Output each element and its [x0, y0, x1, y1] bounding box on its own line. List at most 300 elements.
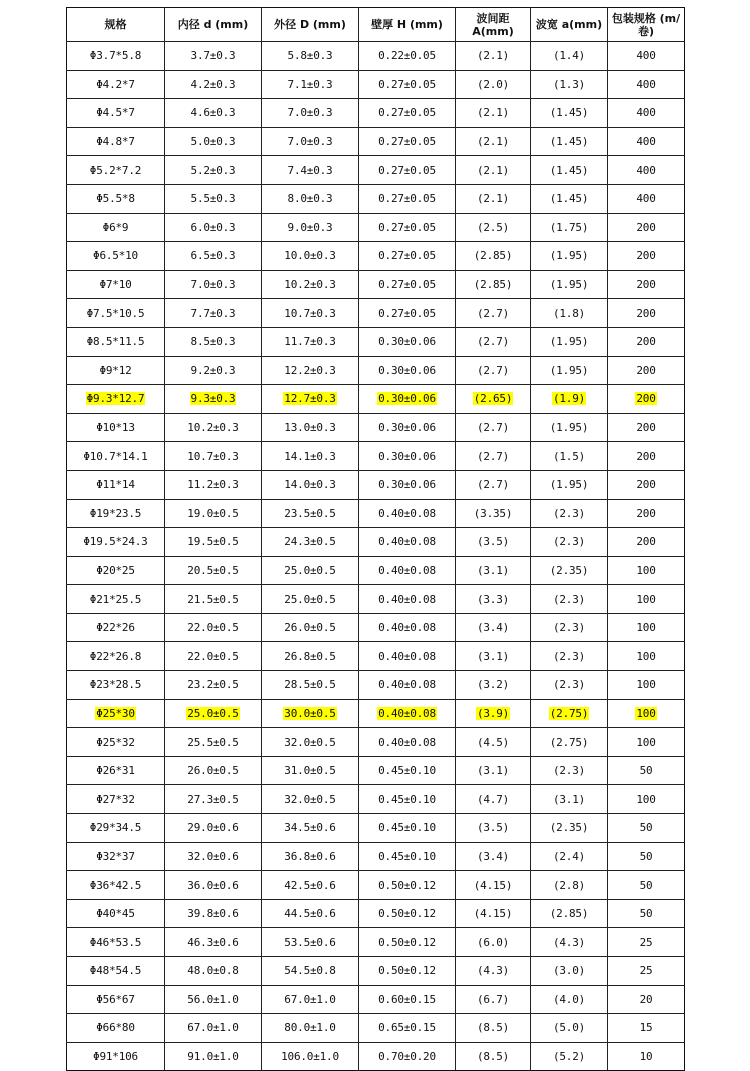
- cell-spec: [67, 985, 165, 1014]
- cell-inner-diameter-text: 32.0±0.6: [187, 849, 239, 863]
- cell-packaging-text: 200: [636, 306, 656, 320]
- cell-wave-width: [531, 642, 608, 671]
- cell-wave-pitch-text: (3.5): [476, 821, 510, 835]
- cell-wall-thickness: [359, 671, 456, 700]
- cell-wave-pitch: [456, 70, 531, 99]
- cell-wave-pitch: [456, 957, 531, 986]
- cell-packaging: [608, 842, 685, 871]
- cell-wave-pitch: [456, 785, 531, 814]
- cell-spec-text: Φ19*23.5: [89, 506, 142, 520]
- table-row: [67, 899, 685, 928]
- cell-spec-text: Φ25*32: [96, 735, 135, 749]
- cell-packaging: [608, 184, 685, 213]
- cell-inner-diameter: [165, 756, 262, 785]
- cell-spec-text: Φ4.2*7: [96, 77, 135, 91]
- cell-inner-diameter: [165, 814, 262, 843]
- cell-spec-text: Φ22*26.8: [89, 649, 142, 663]
- cell-packaging: [608, 985, 685, 1014]
- cell-wave-pitch: [456, 556, 531, 585]
- cell-inner-diameter: [165, 556, 262, 585]
- cell-spec: [67, 385, 165, 414]
- cell-wave-pitch-text: (2.0): [476, 77, 510, 91]
- cell-packaging: [608, 42, 685, 71]
- cell-spec-text: Φ6.5*10: [93, 249, 138, 263]
- table-row: [67, 356, 685, 385]
- cell-inner-diameter-text: 39.8±0.6: [187, 907, 239, 921]
- header-outer-diameter: 外径 D (mm): [262, 8, 359, 42]
- cell-spec-text: Φ66*80: [96, 1021, 135, 1035]
- cell-spec-text: Φ48*54.5: [89, 964, 142, 978]
- cell-wave-pitch: [456, 127, 531, 156]
- cell-wave-pitch: [456, 156, 531, 185]
- cell-outer-diameter-text: 7.4±0.3: [287, 163, 333, 177]
- cell-outer-diameter-text: 10.0±0.3: [284, 249, 336, 263]
- cell-inner-diameter-text: 7.7±0.3: [190, 306, 236, 320]
- header-wall-thickness: 壁厚 H (mm): [359, 8, 456, 42]
- cell-outer-diameter-text: 36.8±0.6: [284, 849, 336, 863]
- cell-wave-pitch-text: (3.1): [476, 563, 510, 577]
- cell-packaging-text: 200: [636, 506, 656, 520]
- cell-wave-width-text: (4.0): [552, 992, 586, 1006]
- cell-wave-width-text: (1.9): [552, 392, 586, 406]
- cell-outer-diameter: [262, 213, 359, 242]
- cell-wave-pitch: [456, 871, 531, 900]
- cell-packaging: [608, 270, 685, 299]
- cell-inner-diameter-text: 27.3±0.5: [187, 792, 239, 806]
- cell-packaging-text: 200: [636, 449, 656, 463]
- cell-packaging-text: 100: [636, 735, 656, 749]
- cell-wall-thickness: [359, 756, 456, 785]
- table-row: [67, 442, 685, 471]
- cell-wave-pitch-text: (3.5): [476, 535, 510, 549]
- cell-spec: [67, 785, 165, 814]
- cell-wave-width: [531, 156, 608, 185]
- cell-wave-width: [531, 470, 608, 499]
- cell-spec: [67, 127, 165, 156]
- cell-outer-diameter: [262, 613, 359, 642]
- cell-wave-pitch: [456, 442, 531, 471]
- cell-outer-diameter: [262, 785, 359, 814]
- cell-wave-pitch-text: (2.1): [476, 49, 510, 63]
- spec-table: [66, 7, 685, 1071]
- cell-wave-width-text: (1.95): [549, 478, 589, 492]
- cell-spec-text: Φ26*31: [96, 764, 135, 778]
- cell-outer-diameter: [262, 899, 359, 928]
- cell-wave-pitch: [456, 985, 531, 1014]
- cell-wave-width-text: (2.3): [552, 649, 586, 663]
- cell-wave-pitch: [456, 1042, 531, 1071]
- table-row: [67, 70, 685, 99]
- table-row: [67, 556, 685, 585]
- cell-spec: [67, 699, 165, 728]
- cell-outer-diameter: [262, 299, 359, 328]
- cell-packaging-text: 400: [636, 135, 656, 149]
- cell-wave-width: [531, 528, 608, 557]
- cell-spec-text: Φ5.2*7.2: [89, 163, 142, 177]
- cell-packaging: [608, 499, 685, 528]
- cell-wall-thickness: [359, 499, 456, 528]
- cell-wave-width-text: (1.75): [549, 220, 589, 234]
- cell-spec: [67, 242, 165, 271]
- cell-outer-diameter: [262, 699, 359, 728]
- cell-spec: [67, 213, 165, 242]
- cell-outer-diameter-text: 44.5±0.6: [284, 907, 336, 921]
- cell-wave-width-text: (2.3): [552, 535, 586, 549]
- cell-inner-diameter: [165, 671, 262, 700]
- cell-packaging-text: 100: [636, 792, 656, 806]
- cell-wave-width: [531, 327, 608, 356]
- cell-wave-width: [531, 928, 608, 957]
- cell-inner-diameter-text: 22.0±0.5: [187, 649, 239, 663]
- cell-packaging: [608, 99, 685, 128]
- cell-packaging-text: 25: [639, 964, 653, 978]
- cell-outer-diameter: [262, 871, 359, 900]
- cell-inner-diameter-text: 5.5±0.3: [190, 192, 236, 206]
- cell-wave-width-text: (2.75): [549, 706, 589, 720]
- cell-spec-text: Φ3.7*5.8: [89, 49, 142, 63]
- cell-wave-width: [531, 985, 608, 1014]
- cell-packaging-text: 100: [636, 706, 656, 720]
- cell-wall-thickness-text: 0.45±0.10: [378, 849, 436, 863]
- cell-spec: [67, 413, 165, 442]
- cell-packaging: [608, 785, 685, 814]
- cell-spec-text: Φ6*9: [102, 220, 129, 234]
- cell-inner-diameter-text: 6.5±0.3: [190, 249, 236, 263]
- cell-packaging: [608, 1014, 685, 1043]
- cell-outer-diameter: [262, 985, 359, 1014]
- cell-outer-diameter-text: 13.0±0.3: [284, 421, 336, 435]
- cell-inner-diameter-text: 3.7±0.3: [190, 49, 236, 63]
- cell-outer-diameter-text: 7.0±0.3: [287, 135, 333, 149]
- cell-wall-thickness: [359, 270, 456, 299]
- cell-wall-thickness: [359, 184, 456, 213]
- cell-outer-diameter-text: 53.5±0.6: [284, 935, 336, 949]
- cell-inner-diameter: [165, 642, 262, 671]
- cell-outer-diameter: [262, 1014, 359, 1043]
- cell-packaging: [608, 127, 685, 156]
- cell-wave-pitch: [456, 728, 531, 757]
- cell-wall-thickness-text: 0.30±0.06: [378, 392, 436, 406]
- cell-wave-width: [531, 70, 608, 99]
- cell-outer-diameter-text: 25.0±0.5: [284, 592, 336, 606]
- cell-inner-diameter: [165, 842, 262, 871]
- cell-wave-width-text: (2.3): [552, 506, 586, 520]
- cell-wave-width: [531, 671, 608, 700]
- cell-outer-diameter-text: 11.7±0.3: [284, 335, 336, 349]
- cell-wave-width-text: (1.95): [549, 421, 589, 435]
- cell-wall-thickness-text: 0.45±0.10: [378, 764, 436, 778]
- cell-spec: [67, 756, 165, 785]
- cell-inner-diameter: [165, 299, 262, 328]
- cell-wall-thickness-text: 0.40±0.08: [378, 592, 436, 606]
- table-row: [67, 327, 685, 356]
- cell-outer-diameter: [262, 499, 359, 528]
- cell-wave-pitch-text: (6.0): [476, 935, 510, 949]
- cell-wave-pitch-text: (8.5): [476, 1050, 510, 1064]
- table-row: [67, 213, 685, 242]
- cell-wall-thickness: [359, 842, 456, 871]
- cell-inner-diameter: [165, 785, 262, 814]
- cell-outer-diameter: [262, 127, 359, 156]
- cell-inner-diameter-text: 46.3±0.6: [187, 935, 239, 949]
- cell-packaging-text: 400: [636, 77, 656, 91]
- cell-wave-pitch: [456, 928, 531, 957]
- cell-spec-text: Φ9*12: [99, 363, 132, 377]
- cell-wave-pitch-text: (3.3): [476, 592, 510, 606]
- cell-outer-diameter-text: 12.7±0.3: [284, 392, 336, 406]
- cell-wall-thickness: [359, 957, 456, 986]
- cell-wave-pitch-text: (6.7): [476, 992, 510, 1006]
- cell-spec: [67, 728, 165, 757]
- cell-wave-width: [531, 356, 608, 385]
- cell-outer-diameter-text: 31.0±0.5: [284, 764, 336, 778]
- table-row: [67, 814, 685, 843]
- cell-wave-width-text: (5.0): [552, 1021, 586, 1035]
- cell-wall-thickness: [359, 814, 456, 843]
- cell-inner-diameter: [165, 899, 262, 928]
- cell-inner-diameter-text: 21.5±0.5: [187, 592, 239, 606]
- cell-wall-thickness-text: 0.40±0.08: [378, 621, 436, 635]
- cell-wave-pitch-text: (2.7): [476, 478, 510, 492]
- cell-wave-pitch-text: (3.4): [476, 849, 510, 863]
- cell-wall-thickness: [359, 327, 456, 356]
- cell-inner-diameter-text: 4.2±0.3: [190, 77, 236, 91]
- cell-spec-text: Φ22*26: [96, 621, 135, 635]
- table-row: [67, 699, 685, 728]
- cell-inner-diameter: [165, 528, 262, 557]
- header-inner-diameter: 内径 d (mm): [165, 8, 262, 42]
- cell-inner-diameter: [165, 184, 262, 213]
- cell-outer-diameter: [262, 928, 359, 957]
- cell-inner-diameter: [165, 70, 262, 99]
- cell-spec: [67, 899, 165, 928]
- table-row: [67, 528, 685, 557]
- table-row: [67, 270, 685, 299]
- cell-wave-pitch: [456, 585, 531, 614]
- cell-spec: [67, 442, 165, 471]
- cell-spec: [67, 270, 165, 299]
- cell-wave-pitch: [456, 613, 531, 642]
- cell-outer-diameter-text: 32.0±0.5: [284, 792, 336, 806]
- table-row: [67, 756, 685, 785]
- cell-outer-diameter: [262, 528, 359, 557]
- cell-wall-thickness: [359, 42, 456, 71]
- cell-wall-thickness: [359, 585, 456, 614]
- cell-wall-thickness-text: 0.40±0.08: [378, 506, 436, 520]
- table-row: [67, 585, 685, 614]
- header-row: [67, 8, 685, 42]
- cell-outer-diameter: [262, 671, 359, 700]
- cell-inner-diameter-text: 7.0±0.3: [190, 278, 236, 292]
- cell-packaging-text: 50: [639, 907, 653, 921]
- cell-outer-diameter: [262, 356, 359, 385]
- cell-wall-thickness: [359, 356, 456, 385]
- cell-outer-diameter-text: 23.5±0.5: [284, 506, 336, 520]
- cell-spec: [67, 871, 165, 900]
- cell-wave-pitch-text: (3.4): [476, 621, 510, 635]
- header-wave-width: 波宽 a(mm): [531, 8, 608, 42]
- cell-packaging-text: 200: [636, 535, 656, 549]
- cell-wave-pitch-text: (2.7): [476, 363, 510, 377]
- cell-wall-thickness-text: 0.30±0.06: [378, 335, 436, 349]
- cell-spec-text: Φ32*37: [96, 849, 135, 863]
- cell-wave-pitch-text: (4.15): [473, 878, 513, 892]
- cell-wave-width: [531, 499, 608, 528]
- cell-packaging-text: 400: [636, 192, 656, 206]
- cell-wave-width: [531, 957, 608, 986]
- cell-inner-diameter-text: 48.0±0.8: [187, 964, 239, 978]
- cell-packaging-text: 200: [636, 335, 656, 349]
- cell-wall-thickness-text: 0.50±0.12: [378, 964, 436, 978]
- cell-outer-diameter-text: 12.2±0.3: [284, 363, 336, 377]
- cell-outer-diameter-text: 42.5±0.6: [284, 878, 336, 892]
- cell-packaging-text: 200: [636, 392, 656, 406]
- cell-packaging: [608, 556, 685, 585]
- cell-wall-thickness: [359, 1014, 456, 1043]
- cell-outer-diameter: [262, 585, 359, 614]
- cell-inner-diameter: [165, 442, 262, 471]
- cell-wall-thickness-text: 0.70±0.20: [378, 1050, 436, 1064]
- cell-wave-width-text: (1.95): [549, 249, 589, 263]
- cell-packaging: [608, 327, 685, 356]
- cell-wave-width: [531, 613, 608, 642]
- cell-wave-pitch: [456, 356, 531, 385]
- cell-wave-pitch-text: (4.5): [476, 735, 510, 749]
- cell-outer-diameter-text: 54.5±0.8: [284, 964, 336, 978]
- cell-spec-text: Φ27*32: [96, 792, 135, 806]
- cell-wave-pitch: [456, 270, 531, 299]
- cell-wall-thickness-text: 0.27±0.05: [378, 249, 436, 263]
- cell-inner-diameter-text: 23.2±0.5: [187, 678, 239, 692]
- table-row: [67, 928, 685, 957]
- cell-wave-width-text: (2.35): [549, 821, 589, 835]
- cell-wall-thickness: [359, 613, 456, 642]
- cell-inner-diameter-text: 9.3±0.3: [190, 392, 236, 406]
- cell-spec: [67, 356, 165, 385]
- cell-inner-diameter: [165, 270, 262, 299]
- table-row: [67, 184, 685, 213]
- table-row: [67, 613, 685, 642]
- cell-outer-diameter: [262, 556, 359, 585]
- cell-wall-thickness: [359, 785, 456, 814]
- cell-inner-diameter: [165, 957, 262, 986]
- table-row: [67, 385, 685, 414]
- cell-wave-pitch: [456, 299, 531, 328]
- cell-wall-thickness: [359, 470, 456, 499]
- cell-inner-diameter-text: 10.2±0.3: [187, 421, 239, 435]
- cell-packaging: [608, 756, 685, 785]
- cell-wave-width-text: (4.3): [552, 935, 586, 949]
- table-row: [67, 470, 685, 499]
- cell-spec: [67, 556, 165, 585]
- cell-wave-pitch-text: (3.1): [476, 764, 510, 778]
- cell-wave-pitch: [456, 213, 531, 242]
- cell-spec-text: Φ7*10: [99, 278, 132, 292]
- cell-wall-thickness: [359, 556, 456, 585]
- cell-inner-diameter: [165, 499, 262, 528]
- cell-wave-width: [531, 299, 608, 328]
- cell-wall-thickness-text: 0.27±0.05: [378, 135, 436, 149]
- cell-inner-diameter: [165, 213, 262, 242]
- cell-spec-text: Φ10.7*14.1: [83, 449, 148, 463]
- cell-packaging: [608, 442, 685, 471]
- cell-packaging: [608, 613, 685, 642]
- cell-packaging-text: 400: [636, 163, 656, 177]
- table-body: [67, 42, 685, 1071]
- cell-wave-pitch-text: (3.9): [476, 706, 510, 720]
- cell-spec-text: Φ23*28.5: [89, 678, 142, 692]
- cell-inner-diameter: [165, 99, 262, 128]
- cell-wave-width: [531, 699, 608, 728]
- cell-wave-width-text: (2.8): [552, 878, 586, 892]
- cell-spec: [67, 528, 165, 557]
- cell-inner-diameter: [165, 470, 262, 499]
- cell-spec-text: Φ36*42.5: [89, 878, 142, 892]
- cell-wave-width: [531, 585, 608, 614]
- cell-inner-diameter-text: 19.0±0.5: [187, 506, 239, 520]
- cell-wave-width-text: (3.0): [552, 964, 586, 978]
- cell-wave-width-text: (1.4): [552, 49, 586, 63]
- cell-inner-diameter-text: 5.2±0.3: [190, 163, 236, 177]
- table-row: [67, 1042, 685, 1071]
- cell-outer-diameter: [262, 957, 359, 986]
- cell-wall-thickness-text: 0.40±0.08: [378, 735, 436, 749]
- cell-spec: [67, 470, 165, 499]
- cell-wave-width: [531, 1042, 608, 1071]
- cell-outer-diameter: [262, 385, 359, 414]
- table-row: [67, 499, 685, 528]
- cell-wave-width-text: (1.95): [549, 278, 589, 292]
- table-row: [67, 242, 685, 271]
- cell-spec: [67, 671, 165, 700]
- cell-wall-thickness-text: 0.30±0.06: [378, 421, 436, 435]
- cell-packaging: [608, 242, 685, 271]
- cell-spec-text: Φ7.5*10.5: [86, 306, 145, 320]
- cell-packaging: [608, 528, 685, 557]
- cell-inner-diameter: [165, 585, 262, 614]
- table-row: [67, 642, 685, 671]
- cell-packaging-text: 10: [639, 1050, 653, 1064]
- header-wave-pitch: 波间距 A(mm): [456, 8, 531, 42]
- cell-inner-diameter-text: 6.0±0.3: [190, 220, 236, 234]
- cell-wall-thickness-text: 0.50±0.12: [378, 935, 436, 949]
- cell-packaging: [608, 356, 685, 385]
- cell-wave-width-text: (1.3): [552, 77, 586, 91]
- cell-inner-diameter-text: 25.0±0.5: [187, 706, 239, 720]
- cell-outer-diameter-text: 7.1±0.3: [287, 77, 333, 91]
- cell-spec: [67, 957, 165, 986]
- cell-wave-width-text: (3.1): [552, 792, 586, 806]
- cell-outer-diameter-text: 24.3±0.5: [284, 535, 336, 549]
- cell-wave-width-text: (1.45): [549, 106, 589, 120]
- header-spec: 规格: [67, 8, 165, 42]
- cell-wave-pitch-text: (2.5): [476, 220, 510, 234]
- cell-inner-diameter-text: 10.7±0.3: [187, 449, 239, 463]
- cell-wave-width: [531, 242, 608, 271]
- cell-wave-pitch: [456, 756, 531, 785]
- cell-wall-thickness-text: 0.27±0.05: [378, 77, 436, 91]
- cell-packaging-text: 100: [636, 649, 656, 663]
- cell-packaging-text: 100: [636, 678, 656, 692]
- cell-wave-width: [531, 213, 608, 242]
- cell-spec-text: Φ25*30: [96, 706, 135, 720]
- cell-wall-thickness: [359, 99, 456, 128]
- table-row: [67, 156, 685, 185]
- cell-wave-width-text: (2.3): [552, 621, 586, 635]
- cell-wave-width-text: (1.45): [549, 192, 589, 206]
- cell-spec: [67, 184, 165, 213]
- cell-wave-width-text: (1.8): [552, 306, 586, 320]
